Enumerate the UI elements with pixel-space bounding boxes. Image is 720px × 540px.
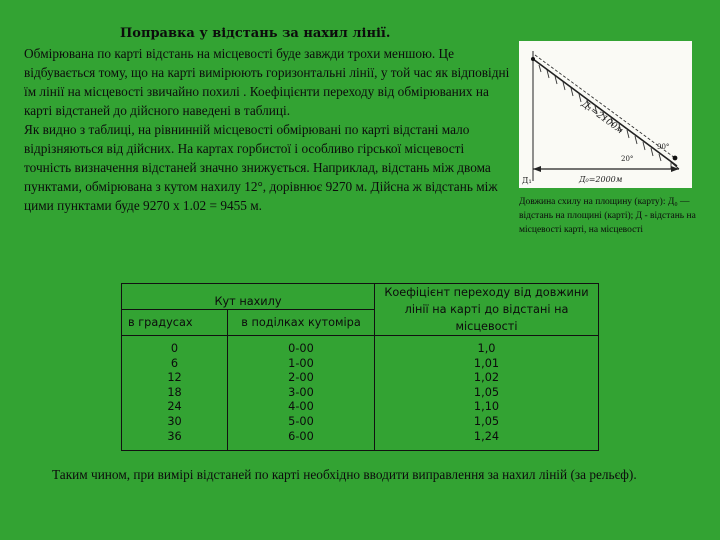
right-angle-label: 90° <box>657 143 670 151</box>
intro-paragraph: Обмірювана по карті відстань на місцевості буде завжди трохи меншою. Це відбувається тому, що на карті вимірюють горизонтальні лінії, у той час як відповідні їм лінії на місцевості звичайно похилі . Коефіцієнти переходу від обмірюваних на карті відстаней до дійсного наведені в таблиці. <box>24 46 510 118</box>
mil-cell: 3-00 <box>288 385 314 399</box>
coefficient-cell: 1,05 <box>473 385 500 399</box>
coefficient-table <box>121 283 599 451</box>
degree-cell: 24 <box>167 400 182 414</box>
degree-cell: 36 <box>167 429 182 443</box>
coefficient-cell: 1,0 <box>477 342 496 355</box>
slope-distance-label: Д₁=2100м <box>579 99 625 137</box>
angle-group-header: Кут нахилу <box>122 284 375 310</box>
intro-paragraph: Як видно з таблиці, на рівнинній місцевості обмірювані по карті відстані мало відрізняються від дійсних. На картах горбистої і особливо гірської місцевості точність визначення відстаней значно знижується. Наприклад, відстань між двома пунктами, обмірювана з кутом нахилу 12°, дорівнює 9270 м. Дійсна ж відстань між цими пунктами буде 9270 х 1.02 = 9455 м. <box>24 122 498 213</box>
start-point-label: Д₁ <box>522 176 532 185</box>
coefficient-cell: 1,10 <box>473 400 500 414</box>
mil-cell: 1-00 <box>288 356 314 370</box>
degrees-header: в градусах <box>122 310 228 336</box>
mil-cell: 6-00 <box>288 429 314 443</box>
coefficient-cell: 1,24 <box>473 429 500 443</box>
intro-text <box>24 44 514 215</box>
mil-cell: 0-00 <box>288 342 314 355</box>
mil-cell: 2-00 <box>288 371 314 385</box>
degree-cell: 12 <box>167 371 182 385</box>
page-title: Поправка у відстань за нахил лінії. <box>120 26 391 41</box>
coefficient-cell: 1,05 <box>473 414 500 428</box>
coefficients-column <box>375 336 599 451</box>
slope-diagram-svg <box>519 41 692 188</box>
degree-cell: 18 <box>167 385 182 399</box>
mil-cell: 5-00 <box>288 414 314 428</box>
degrees-column <box>122 336 228 451</box>
coefficient-header: Коефіцієнт переходу від довжини лінії на карті до відстані на місцевості <box>375 284 599 336</box>
coefficient-cell: 1,01 <box>473 356 500 370</box>
angle-label: 20° <box>621 155 634 163</box>
conclusion-text: Таким чином, при вимірі відстаней по карті необхідно вводити виправлення за нахил ліній (за рельєф). <box>52 467 637 482</box>
degree-cell: 30 <box>167 414 182 428</box>
mils-header: в поділках кутоміра <box>228 310 375 336</box>
mil-cell: 4-00 <box>288 400 314 414</box>
degree-cell: 6 <box>170 356 179 370</box>
slope-diagram <box>519 41 692 188</box>
degree-cell: 0 <box>170 342 179 355</box>
coefficient-cell: 1,02 <box>473 371 500 385</box>
horizontal-distance-label: Д₀=2000м <box>579 175 623 184</box>
mils-column <box>228 336 375 451</box>
figure-caption: Довжина схилу на площину (карту): Д₀ — відстань на площині (карті); Д - відстань на місцевості карті, на місцевості <box>519 197 696 235</box>
